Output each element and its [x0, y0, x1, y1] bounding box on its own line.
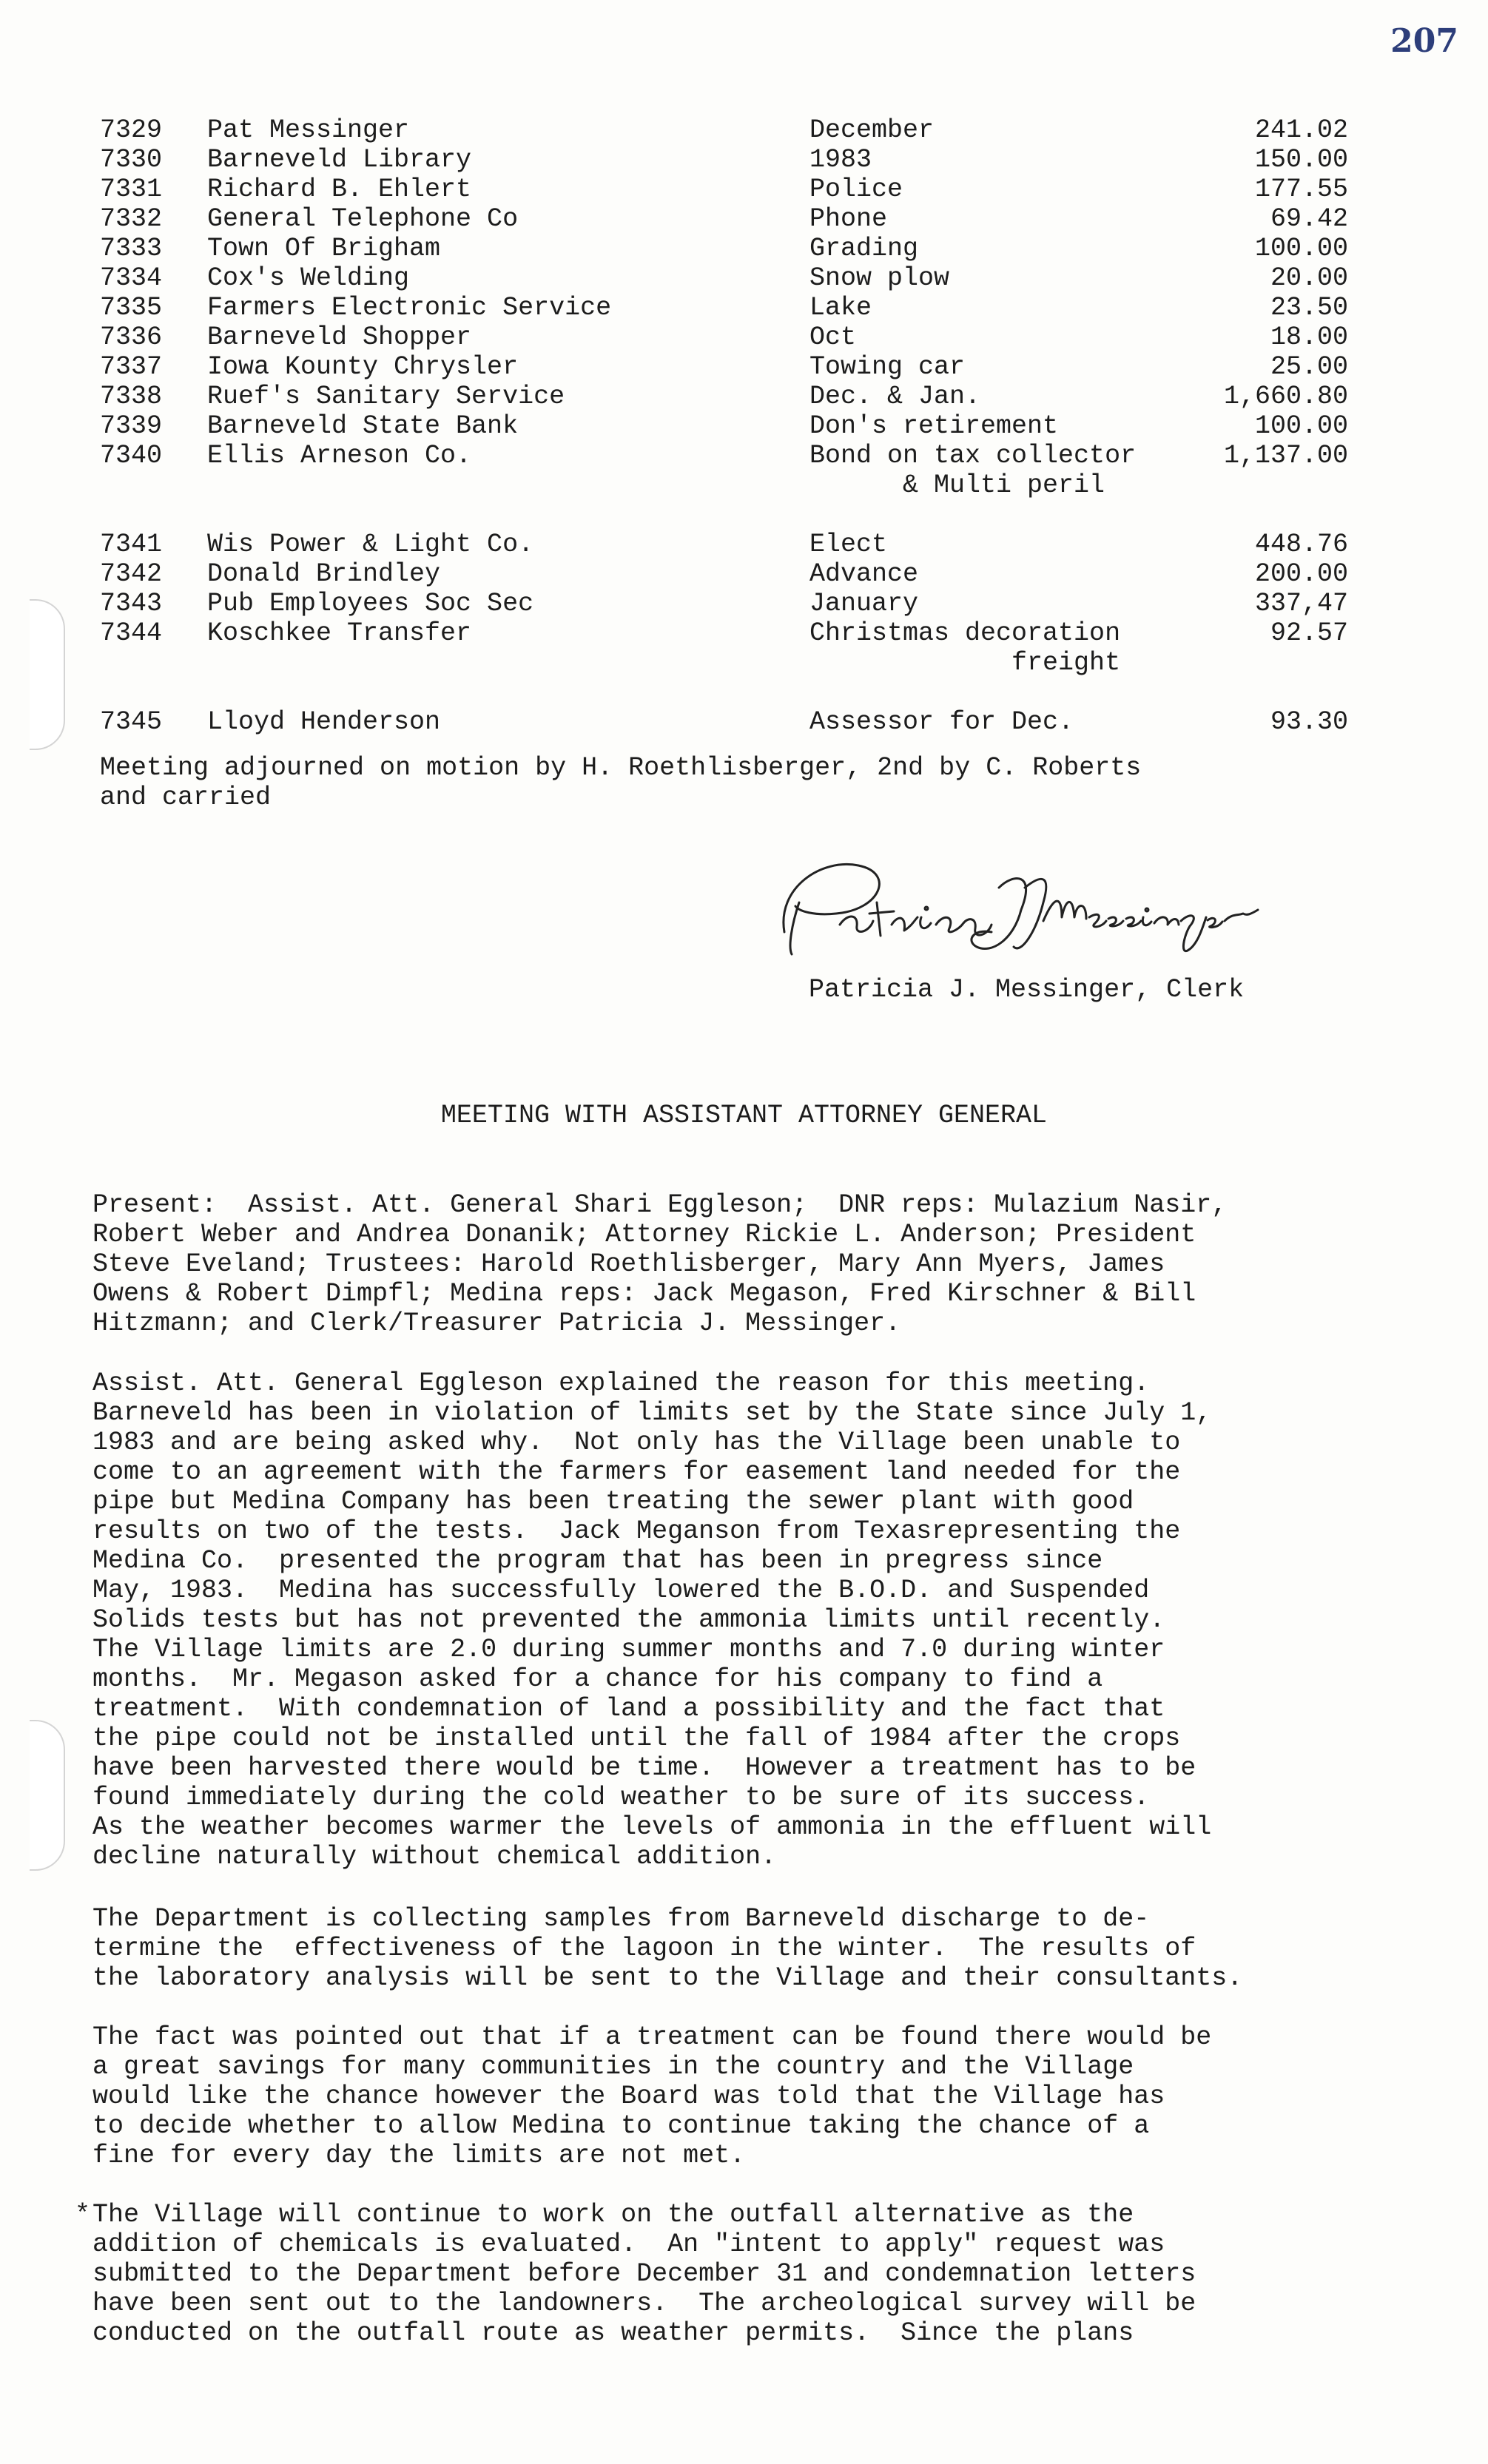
- payment-description: 1983: [809, 145, 872, 175]
- payment-row: [100, 382, 1348, 411]
- payee-name: Donald Brindley: [207, 559, 441, 589]
- payment-description-continued: [100, 470, 1348, 500]
- payment-description: Grading: [809, 234, 919, 263]
- payment-row: [100, 263, 1348, 293]
- payment-amount: 18.00: [1270, 323, 1348, 352]
- payment-description: Don's retirement: [809, 411, 1059, 441]
- text-line: The Village limits are 2.0 during summer months and 7.0 during winter: [92, 1635, 1165, 1664]
- payee-name: Wis Power & Light Co.: [207, 530, 534, 559]
- voucher-number: 7329: [100, 115, 163, 145]
- payment-description: Oct: [809, 323, 857, 352]
- payee-name: Ellis Arneson Co.: [207, 441, 472, 470]
- text-line: would like the chance however the Board was told that the Village has: [92, 2082, 1165, 2111]
- text-line: The Village will continue to work on the outfall alternative as the: [92, 2200, 1134, 2230]
- payee-name: Koschkee Transfer: [207, 618, 472, 648]
- voucher-number: 7332: [100, 204, 163, 234]
- text-line: Owens & Robert Dimpfl; Medina reps: Jack Megason, Fred Kirschner & Bill: [92, 1279, 1196, 1309]
- text-line: have been sent out to the landowners. The archeological survey will be: [92, 2289, 1196, 2318]
- text-line: Medina Co. presented the program that has been in pregress since: [92, 1546, 1103, 1576]
- voucher-number: 7345: [100, 707, 163, 737]
- voucher-number: 7339: [100, 411, 163, 441]
- adjournment-note: [100, 753, 1402, 812]
- voucher-number: 7336: [100, 323, 163, 352]
- explanation-paragraph: [92, 1368, 1476, 1871]
- text-line: fine for every day the limits are not met.: [92, 2141, 746, 2170]
- text-line: May, 1983. Medina has successfully lowered the B.O.D. and Suspended: [92, 1576, 1150, 1605]
- text-line: Hitzmann; and Clerk/Treasurer Patricia J. Messinger.: [92, 1309, 901, 1338]
- payment-row: [100, 352, 1348, 382]
- adjournment-line: Meeting adjourned on motion by H. Roethlisberger, 2nd by C. Roberts: [100, 753, 1142, 783]
- payment-description: Towing car: [809, 352, 966, 382]
- spacer: [100, 500, 1348, 530]
- payment-row: [100, 175, 1348, 204]
- payment-row: [100, 441, 1348, 470]
- payment-amount: 23.50: [1270, 293, 1348, 323]
- payment-amount: 25.00: [1270, 352, 1348, 382]
- payment-description: Bond on tax collector: [809, 441, 1137, 470]
- voucher-number: 7337: [100, 352, 163, 382]
- adjournment-line: and carried: [100, 783, 272, 812]
- payment-amount: 69.42: [1270, 204, 1348, 234]
- clerk-name: Patricia J. Messinger, Clerk: [809, 975, 1245, 1005]
- payments-list: [100, 115, 1348, 737]
- text-line: results on two of the tests. Jack Meganson from Texasrepresenting the: [92, 1516, 1181, 1546]
- text-line: found immediately during the cold weather to be sure of its success.: [92, 1783, 1150, 1812]
- text-line: Solids tests but has not prevented the ammonia limits until recently.: [92, 1605, 1165, 1635]
- payee-name: Ruef's Sanitary Service: [207, 382, 565, 411]
- payment-row: [100, 411, 1348, 441]
- page-number: 207: [1390, 22, 1458, 60]
- payment-row: [100, 589, 1348, 618]
- voucher-number: 7331: [100, 175, 163, 204]
- voucher-number: 7342: [100, 559, 163, 589]
- payment-row: [100, 293, 1348, 323]
- asterisk-marker: *: [75, 2200, 91, 2230]
- text-line: addition of chemicals is evaluated. An "intent to apply" request was: [92, 2230, 1165, 2259]
- payment-description: Christmas decoration: [809, 618, 1121, 648]
- voucher-number: 7335: [100, 293, 163, 323]
- payment-amount: 241.02: [1254, 115, 1348, 145]
- voucher-number: 7340: [100, 441, 163, 470]
- payee-name: Iowa Kounty Chrysler: [207, 352, 519, 382]
- payment-amount: 100.00: [1254, 411, 1348, 441]
- voucher-number: 7334: [100, 263, 163, 293]
- payment-description: Elect: [809, 530, 888, 559]
- text-line: the laboratory analysis will be sent to the Village and their consultants.: [92, 1963, 1243, 1993]
- payment-row: [100, 530, 1348, 559]
- text-line: conducted on the outfall route as weather permits. Since the plans: [92, 2318, 1134, 2348]
- payment-description-cont-text: freight: [809, 648, 1121, 678]
- payee-name: Barneveld Shopper: [207, 323, 472, 352]
- payment-amount: 20.00: [1270, 263, 1348, 293]
- samples-paragraph: [92, 1904, 1476, 1993]
- payment-amount: 100.00: [1254, 234, 1348, 263]
- text-line: As the weather becomes warmer the levels of ammonia in the effluent will: [92, 1812, 1212, 1842]
- payment-description-cont-text: & Multi peril: [809, 470, 1105, 500]
- text-line: 1983 and are being asked why. Not only has the Village been unable to: [92, 1428, 1181, 1457]
- voucher-number: 7330: [100, 145, 163, 175]
- payment-description: Police: [809, 175, 903, 204]
- payment-amount: 92.57: [1270, 618, 1348, 648]
- payment-description: Dec. & Jan.: [809, 382, 981, 411]
- payment-row: [100, 234, 1348, 263]
- payment-description: Snow plow: [809, 263, 950, 293]
- payment-row: [100, 204, 1348, 234]
- payee-name: Richard B. Ehlert: [207, 175, 472, 204]
- voucher-number: 7341: [100, 530, 163, 559]
- text-line: termine the effectiveness of the lagoon in the winter. The results of: [92, 1934, 1196, 1963]
- payment-amount: 1,137.00: [1223, 441, 1348, 470]
- voucher-number: 7344: [100, 618, 163, 648]
- payment-description: Lake: [809, 293, 872, 323]
- payee-name: Farmers Electronic Service: [207, 293, 612, 323]
- payee-name: Barneveld State Bank: [207, 411, 519, 441]
- payment-amount: 200.00: [1254, 559, 1348, 589]
- outfall-paragraph: [75, 2200, 1476, 2348]
- text-line: The Department is collecting samples from Barneveld discharge to de-: [92, 1904, 1150, 1934]
- voucher-number: 7333: [100, 234, 163, 263]
- payment-description: Assessor for Dec.: [809, 707, 1074, 737]
- payee-name: General Telephone Co: [207, 204, 519, 234]
- payment-row: [100, 707, 1348, 737]
- text-line: a great savings for many communities in the country and the Village: [92, 2052, 1134, 2082]
- text-line: come to an agreement with the farmers for easement land needed for the: [92, 1457, 1181, 1487]
- payment-row: [100, 618, 1348, 648]
- text-line: The fact was pointed out that if a treatment can be found there would be: [92, 2022, 1212, 2052]
- text-line: have been harvested there would be time. However a treatment has to be: [92, 1753, 1196, 1783]
- section-heading: MEETING WITH ASSISTANT ATTORNEY GENERAL: [440, 1101, 1048, 1130]
- payment-description: January: [809, 589, 919, 618]
- binder-hole-bottom: [30, 1720, 65, 1871]
- text-line: submitted to the Department before December 31 and condemnation letters: [92, 2259, 1196, 2289]
- clerk-signature: [770, 843, 1287, 976]
- payee-name: Pat Messinger: [207, 115, 410, 145]
- savings-paragraph: [92, 2022, 1476, 2170]
- payment-amount: 177.55: [1254, 175, 1348, 204]
- text-line: Steve Eveland; Trustees: Harold Roethlisberger, Mary Ann Myers, James: [92, 1249, 1165, 1279]
- payment-description: Phone: [809, 204, 888, 234]
- payment-amount: 93.30: [1270, 707, 1348, 737]
- payment-row: [100, 323, 1348, 352]
- text-line: Robert Weber and Andrea Donanik; Attorney Rickie L. Anderson; President: [92, 1220, 1196, 1249]
- binder-hole-top: [30, 599, 65, 750]
- text-line: Assist. Att. General Eggleson explained the reason for this meeting.: [92, 1368, 1150, 1398]
- text-line: the pipe could not be installed until the fall of 1984 after the crops: [92, 1724, 1181, 1753]
- text-line: treatment. With condemnation of land a possibility and the fact that: [92, 1694, 1165, 1724]
- payee-name: Barneveld Library: [207, 145, 472, 175]
- payee-name: Cox's Welding: [207, 263, 410, 293]
- text-line: to decide whether to allow Medina to continue taking the chance of a: [92, 2111, 1150, 2141]
- text-line: decline naturally without chemical addition.: [92, 1842, 777, 1871]
- text-line: Barneveld has been in violation of limits set by the State since July 1,: [92, 1398, 1212, 1428]
- payment-description: Advance: [809, 559, 919, 589]
- payment-row: [100, 559, 1348, 589]
- payment-amount: 150.00: [1254, 145, 1348, 175]
- text-line: months. Mr. Megason asked for a chance for his company to find a: [92, 1664, 1103, 1694]
- payment-amount: 337,47: [1254, 589, 1348, 618]
- spacer: [100, 678, 1348, 707]
- voucher-number: 7338: [100, 382, 163, 411]
- payee-name: Town Of Brigham: [207, 234, 441, 263]
- payment-amount: 448.76: [1254, 530, 1348, 559]
- payee-name: Pub Employees Soc Sec: [207, 589, 534, 618]
- payment-description-continued: [100, 648, 1348, 678]
- payment-row: [100, 145, 1348, 175]
- payment-amount: 1,660.80: [1223, 382, 1348, 411]
- payment-row: [100, 115, 1348, 145]
- payment-description: December: [809, 115, 935, 145]
- text-line: Present: Assist. Att. General Shari Eggleson; DNR reps: Mulazium Nasir,: [92, 1190, 1228, 1220]
- text-line: pipe but Medina Company has been treating the sewer plant with good: [92, 1487, 1134, 1516]
- attendees-paragraph: [92, 1190, 1476, 1338]
- payee-name: Lloyd Henderson: [207, 707, 441, 737]
- voucher-number: 7343: [100, 589, 163, 618]
